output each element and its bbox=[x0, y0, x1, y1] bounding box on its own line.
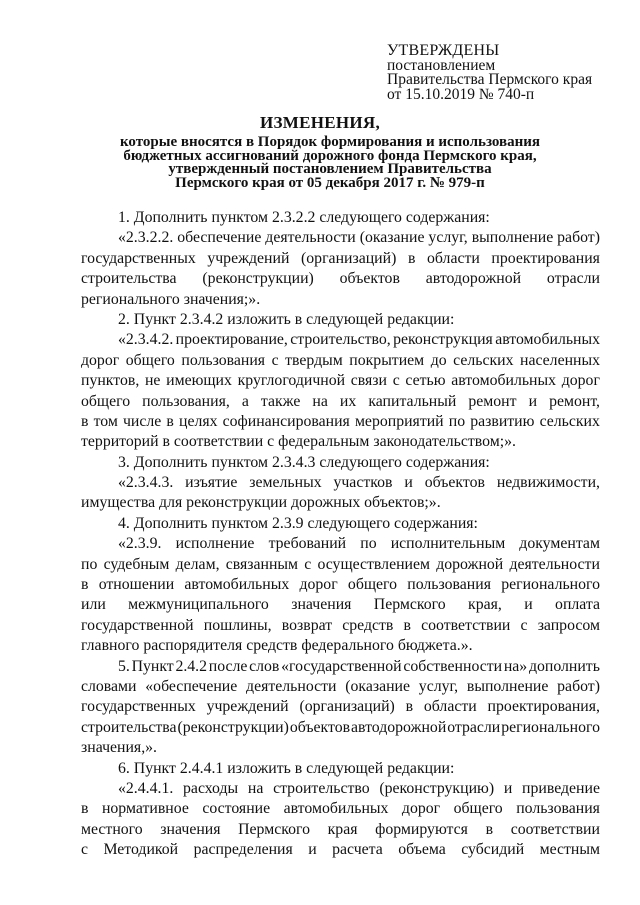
text-line: пунктов, не имеющих круглогодичной связи с сетью автомобильных дорог bbox=[81, 372, 600, 390]
text-line: «2.3.4.2. проектирование, строительство, реконструкция автомобильных bbox=[118, 331, 600, 349]
text-line: «2.3.9. исполнение требований по исполнительным документам bbox=[118, 535, 600, 553]
text-line: 6. Пункт 2.4.4.1 изложить в следующей редакции: bbox=[118, 759, 455, 777]
text-line: главного распорядителя средств федерального бюджета.». bbox=[81, 637, 473, 655]
text-line: регионального значения;». bbox=[81, 290, 261, 308]
approval-stamp bbox=[387, 44, 627, 102]
text-line: 4. Дополнить пунктом 2.3.9 следующего содержания: bbox=[118, 514, 478, 532]
text-line: 2. Пункт 2.3.4.2 изложить в следующей редакции: bbox=[118, 310, 455, 328]
text-line: строительства (реконструкции) объектов автодорожной отрасли bbox=[81, 270, 600, 288]
text-line: или межмуниципального значения Пермского края, и оплата bbox=[81, 596, 600, 614]
text-line: «2.3.4.3. изъятие земельных участков и объектов недвижимости, bbox=[118, 474, 600, 492]
text-line: «2.4.4.1. расходы на строительство (реконструкцию) и приведение bbox=[118, 779, 600, 797]
text-line: «2.3.2.2. обеспечение деятельности (оказание услуг, выполнение работ) bbox=[118, 229, 600, 247]
text-line: имущества для реконструкции дорожных объектов;». bbox=[81, 494, 441, 512]
text-line: словами «обеспечение деятельности (оказание услуг, выполнение работ) bbox=[81, 677, 600, 695]
text-line: местного значения Пермского края формируются в соответствии bbox=[81, 820, 600, 838]
text-line: значения,». bbox=[81, 739, 157, 757]
text-line: государственных учреждений (организаций) в области проектирования bbox=[81, 249, 600, 267]
text-line: 3. Дополнить пунктом 2.3.4.3 следующего содержания: bbox=[118, 453, 490, 471]
subtitle-line: Пермского края от 05 декабря 2017 г. № 979-п bbox=[175, 174, 485, 191]
subtitle-line: которые вносятся в Порядок формирования и использования bbox=[119, 134, 541, 150]
text-line: 5. Пункт 2.4.2 после слов «государственной собственности на» дополнить bbox=[118, 657, 600, 675]
text-line: в нормативное состояние автомобильных дорог общего пользования bbox=[81, 800, 600, 818]
text-line: с Методикой распределения и расчета объема субсидий местным bbox=[81, 841, 600, 859]
text-line: общего пользования, а также на их капитальный ремонт и ремонт, bbox=[81, 392, 600, 410]
text-line: государственных учреждений (организаций) в области проектирования, bbox=[81, 698, 600, 716]
approval-line: постановлением bbox=[387, 56, 496, 74]
text-line: в отношении автомобильных дорог общего пользования регионального bbox=[81, 576, 600, 594]
text-line: 1. Дополнить пунктом 2.3.2.2 следующего содержания: bbox=[118, 209, 490, 226]
text-line: в том числе в целях софинансирования мероприятий по развитию сельских bbox=[81, 412, 600, 430]
text-line: строительства (реконструкции) объектов автодорожной отрасли регионального bbox=[81, 718, 600, 736]
text-line: дорог общего пользования с твердым покрытием до сельских населенных bbox=[81, 351, 600, 369]
text-line: по судебным делам, связанным с осуществлением дорожной деятельности bbox=[81, 555, 600, 573]
approval-line: Правительства Пермского края bbox=[387, 71, 593, 88]
approval-heading: УТВЕРЖДЕНЫ bbox=[387, 42, 500, 59]
document-title: ИЗМЕНЕНИЯ, bbox=[259, 113, 381, 132]
text-line: государственной пошлины, возврат средств в соответствии с запросом bbox=[81, 616, 600, 634]
approval-line: от 15.10.2019 № 740-п bbox=[387, 85, 535, 103]
document-subtitle bbox=[60, 136, 600, 190]
text-line: территорий в соответствии с федеральным законодательством;». bbox=[81, 433, 516, 451]
subtitle-line: бюджетных ассигнований дорожного фонда Пермского края, bbox=[123, 147, 537, 164]
document-body bbox=[81, 208, 600, 861]
subtitle-line: утвержденный постановлением Правительства bbox=[168, 161, 492, 177]
